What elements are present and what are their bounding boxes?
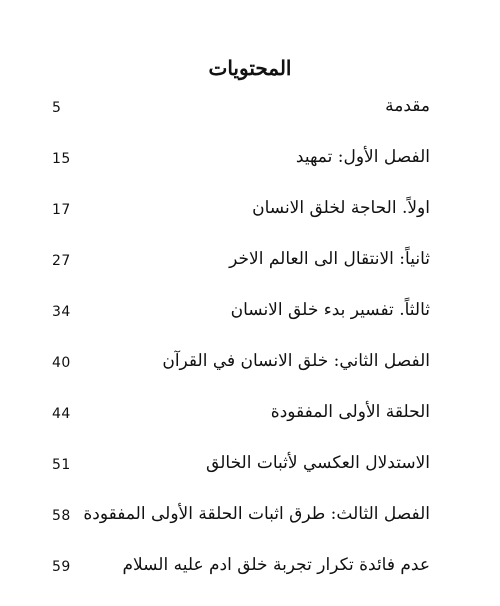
toc-entry-title: مقدمة xyxy=(385,96,430,116)
toc-page-number: 59 xyxy=(52,559,71,575)
toc-entry-title: الحلقة الأولى المفقودة xyxy=(270,402,430,422)
toc-entry-title: عدم فائدة تكرار تجربة خلق ادم عليه السلام xyxy=(122,555,430,575)
toc-entry xyxy=(52,249,430,300)
toc-entry xyxy=(52,147,430,198)
toc-entry-title: اولاً. الحاجة لخلق الانسان xyxy=(252,198,430,218)
toc-page-number: 27 xyxy=(52,253,71,269)
toc-page-number: 40 xyxy=(52,355,71,371)
toc-entry xyxy=(52,96,430,147)
toc-entry xyxy=(52,198,430,249)
toc-entry xyxy=(52,351,430,402)
toc-page-number: 58 xyxy=(52,508,71,524)
toc-entry-title: ثالثاً. تفسير بدء خلق الانسان xyxy=(230,300,430,320)
toc-entry xyxy=(52,555,430,606)
toc-entry xyxy=(52,453,430,504)
toc-entry-title: الفصل الثاني: خلق الانسان في القرآن xyxy=(162,351,430,371)
toc-entry-title: الاستدلال العكسي لأثبات الخالق xyxy=(206,453,430,473)
toc-page-number: 34 xyxy=(52,304,71,320)
toc-entry xyxy=(52,504,430,555)
toc-entry xyxy=(52,300,430,351)
toc-page-number: 51 xyxy=(52,457,71,473)
toc-entry-title: الفصل الأول: تمهيد xyxy=(295,147,430,167)
toc-entry-title: ثانياً: الانتقال الى العالم الاخر xyxy=(229,249,430,269)
toc-page-number: 15 xyxy=(52,151,71,167)
toc-page-number: 5 xyxy=(52,100,62,116)
table-of-contents xyxy=(52,96,430,606)
page-title: المحتويات xyxy=(208,56,292,80)
toc-entry xyxy=(52,402,430,453)
toc-page-number: 44 xyxy=(52,406,71,422)
toc-entry-title: الفصل الثالث: طرق اثبات الحلقة الأولى المفقودة xyxy=(83,504,430,524)
toc-page-number: 17 xyxy=(52,202,71,218)
